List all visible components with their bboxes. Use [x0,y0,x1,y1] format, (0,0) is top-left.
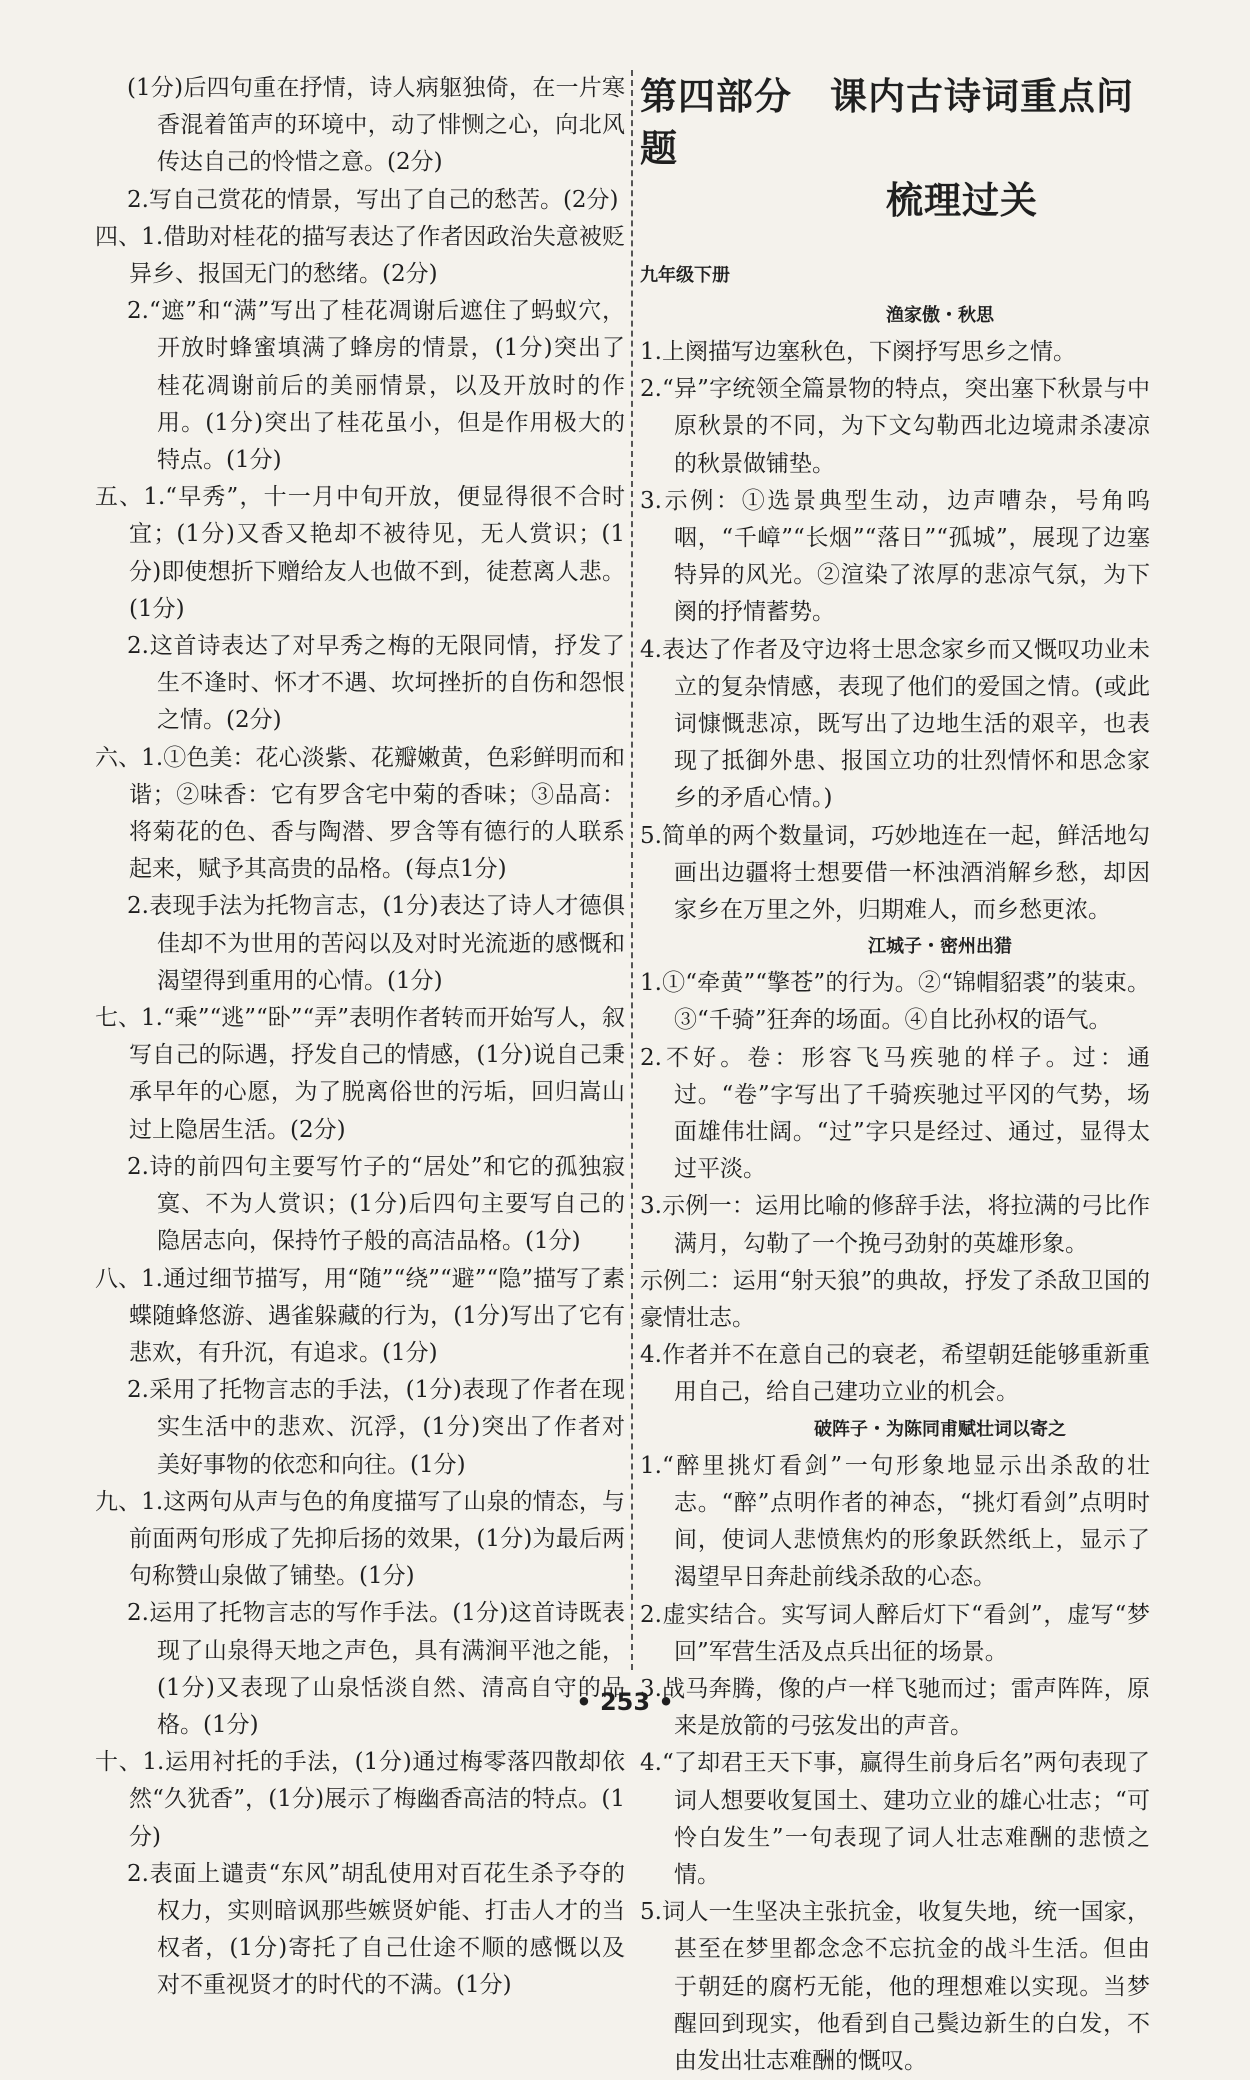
answer-paragraph: 九、1.这两句从声与色的角度描写了山泉的情态，与前面两句形成了先抑后扬的效果，(1分)为最后两句称赞山泉做了铺垫。(1分) [95,1488,625,1590]
answer-paragraph: 四、1.借助对桂花的描写表达了作者因政治失意被贬异乡、报国无门的愁绪。(2分) [95,223,625,288]
part-title-line-1: 第四部分 课内古诗词重点问题 [640,74,1134,170]
part-title [640,70,1150,226]
answer-paragraph: 2.这首诗表达了对早秀之梅的无限同情，抒发了生不逢时、怀才不遇、坎坷挫折的自伤和怨恨之情。(2分) [127,633,625,734]
grade-heading: 九年级下册 [640,265,730,286]
answer-paragraph: 示例二：运用“射天狼”的典故，抒发了杀敌卫国的豪情壮志。 [640,1267,1150,1332]
page-number: • 253 • [576,1688,674,1716]
answer-paragraph: 5.词人一生坚决主张抗金，收复失地，统一国家，甚至在梦里都念念不忘抗金的战斗生活。但由于朝廷的腐朽无能，他的理想难以实现。当梦醒回到现实，他看到自己鬓边新生的白发，不由发出壮志难酬的慨叹。 [640,1899,1150,2074]
answer-paragraph: 2.表现手法为托物言志，(1分)表达了诗人才德俱佳却不为世用的苦闷以及对时光流逝的感慨和渴望得到重用的心情。(1分) [127,893,625,994]
answer-paragraph: (1分)后四句重在抒情，诗人病躯独倚，在一片寒香混着笛声的环境中，动了悱恻之心，向北风传达自己的怜惜之意。(2分) [127,75,625,176]
answer-paragraph: 1.①“牵黄”“擎苍”的行为。②“锦帽貂裘”的装束。③“千骑”狂奔的场面。④自比孙权的语气。 [640,970,1150,1034]
answer-paragraph: 1.上阕描写边塞秋色，下阕抒写思乡之情。 [640,339,1076,365]
answer-paragraph: 2.写自己赏花的情景，写出了自己的愁苦。(2分) [127,186,619,213]
answer-paragraph: 4.作者并不在意自己的衰老，希望朝廷能够重新重用自己，给自己建功立业的机会。 [640,1342,1150,1406]
poem-title: 破阵子・为陈同甫赋壮词以寄之 [814,1418,1066,1440]
answer-paragraph: 3.示例：①选景典型生动，边声嘈杂，号角呜咽，“千嶂”“长烟”“落日”“孤城”，展现了边塞特异的风光。②渲染了浓厚的悲凉气氛，为下阕的抒情蓄势。 [640,487,1150,626]
part-title-line-2: 梳理过关 [886,178,1038,222]
answer-paragraph: 5.简单的两个数量词，巧妙地连在一起，鲜活地勾画出边疆将士想要借一杯浊酒消解乡愁，却因家乡在万里之外，归期难人，而乡愁更浓。 [640,822,1150,924]
poem-title: 江城子・密州出猎 [868,936,1012,958]
answer-paragraph: 八、1.通过细节描写，用“随”“绕”“避”“隐”描写了素蝶随蜂悠游、遇雀躲藏的行为，(1分)写出了它有悲欢，有升沉，有追求。(1分) [95,1265,626,1366]
answer-paragraph: 1.“醉里挑灯看剑”一句形象地显示出杀敌的壮志。“醉”点明作者的神态，“挑灯看剑”点明时间，使词人悲愤焦灼的形象跃然纸上，显示了渴望早日奔赴前线杀敌的心态。 [640,1452,1150,1591]
column-divider [631,70,633,1670]
answer-paragraph: 2.不好。卷：形容飞马疾驰的样子。过：通过。“卷”字写出了千骑疾驰过平冈的气势，场面雄伟壮阔。“过”字只是经过、通过，显得太过平淡。 [640,1044,1150,1183]
answer-paragraph: 2.“异”字统领全篇景物的特点，突出塞下秋景与中原秋景的不同，为下文勾勒西北边境肃杀凄凉的秋景做铺垫。 [640,376,1150,477]
answer-paragraph: 六、1.①色美：花心淡紫、花瓣嫩黄，色彩鲜明而和谐；②味香：它有罗含宅中菊的香味；③品高：将菊花的色、香与陶潜、罗含等有德行的人联系起来，赋予其高贵的品格。(每点1分) [95,744,625,883]
answer-paragraph: 3.示例一：运用比喻的修辞手法，将拉满的弓比作满月，勾勒了一个挽弓劲射的英雄形象。 [640,1193,1150,1257]
answer-paragraph: 2.诗的前四句主要写竹子的“居处”和它的孤独寂寞、不为人赏识；(1分)后四句主要写自己的隐居志向，保持竹子般的高洁品格。(1分) [127,1153,625,1255]
answer-paragraph: 2.虚实结合。实写词人醉后灯下“看剑”，虚写“梦回”军营生活及点兵出征的场景。 [640,1601,1150,1665]
answer-paragraph: 2.“遮”和“满”写出了桂花凋谢后遮住了蚂蚁穴，开放时蜂蜜填满了蜂房的情景，(1分)突出了桂花凋谢前后的美丽情景，以及开放时的作用。(1分)突出了桂花虽小，但是作用极大的特点。(1分) [127,298,625,474]
answer-paragraph: 4.“了却君王天下事，赢得生前身后名”两句表现了词人想要收复国土、建功立业的雄心壮志；“可怜白发生”一句表现了词人壮志难酬的悲愤之情。 [640,1750,1150,1888]
answer-paragraph: 五、1.“早秀”，十一月中旬开放，便显得很不合时宜；(1分)又香又艳却不被待见，无人赏识；(1分)即使想折下赠给友人也做不到，徒惹离人悲。(1分) [95,484,625,622]
answer-paragraph: 2.运用了托物言志的写作手法。(1分)这首诗既表现了山泉得天地之声色，具有满涧平池之能，(1分)又表现了山泉恬淡自然、清高自守的品格。(1分) [127,1600,625,1738]
answer-paragraph: 七、1.“乘”“逃”“卧”“弄”表明作者转而开始写人，叙写自己的际遇，抒发自己的情感，(1分)说自己秉承早年的心愿，为了脱离俗世的污垢，回归嵩山过上隐居生活。(2分) [95,1005,626,1143]
poem-title: 渔家傲・秋思 [886,305,994,326]
answer-paragraph: 3.战马奔腾，像的卢一样飞驰而过；雷声阵阵，原来是放箭的弓弦发出的声音。 [640,1675,1150,1740]
answer-paragraph: 2.表面上谴责“东风”胡乱使用对百花生杀予夺的权力，实则暗讽那些嫉贤妒能、打击人才的当权者，(1分)寄托了自己仕途不顺的感慨以及对不重视贤才的时代的不满。(1分) [127,1860,625,1999]
right-answer-column [640,70,1150,2080]
answer-paragraph: 4.表达了作者及守边将士思念家乡而又慨叹功业未立的复杂情感，表现了他们的爱国之情。(或此词慷慨悲凉，既写出了边地生活的艰辛，也表现了抵御外患、报国立功的壮烈情怀和思念家乡的矛盾心情。) [640,636,1150,812]
answer-paragraph: 十、1.运用衬托的手法，(1分)通过梅零落四散却依然“久犹香”，(1分)展示了梅幽香高洁的特点。(1分) [95,1749,625,1850]
answer-paragraph: 2.采用了托物言志的手法，(1分)表现了作者在现实生活中的悲欢、沉浮，(1分)突出了作者对美好事物的依恋和向往。(1分) [127,1377,625,1478]
